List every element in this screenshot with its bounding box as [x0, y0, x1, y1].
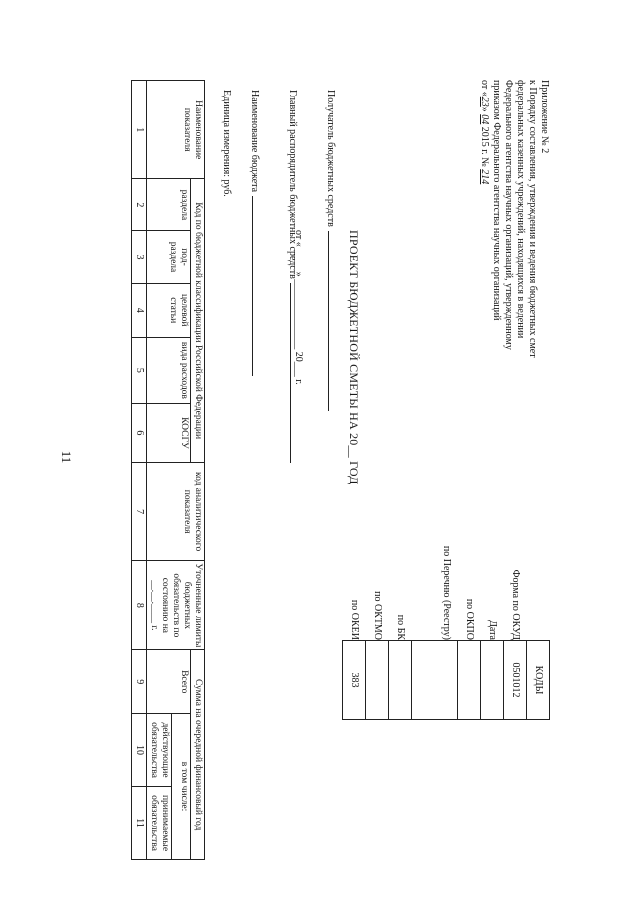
col-number: 2 [132, 179, 147, 231]
codes-label-okei: по ОКЕИ [349, 599, 360, 640]
codes-value-oktmo [366, 641, 389, 720]
col-number: 1 [132, 81, 147, 179]
codes-label-okud: Форма по ОКУД [510, 569, 521, 640]
field-main-manager: Главный распорядитель бюджетных средств [287, 90, 299, 463]
header-kosgu: КОСГУ [147, 403, 191, 462]
codes-header: КОДЫ [527, 641, 550, 720]
header-code-group: Код по бюджетной классификации Российской Федерации [191, 179, 205, 463]
codes-value-date [481, 641, 504, 720]
header-incl: в том числе: [172, 714, 191, 860]
document-title: ПРОЕКТ БЮДЖЕТНОЙ СМЕТЫ НА 20__ ГОД [347, 230, 361, 485]
appendix-line-1: Приложение № 2 [539, 80, 550, 154]
codes-value-bk [389, 641, 412, 720]
header-subsection: под-раздела [147, 231, 191, 283]
header-analytic: код аналитического показателя [147, 462, 205, 560]
col-number: 5 [132, 337, 147, 403]
appendix-line-2: к Порядку составления, утверждения и ведения бюджетных смет [527, 80, 538, 358]
appendix-date-line: от «23» 04 2015 г. № 214 [479, 80, 490, 185]
handwritten-day: 23 [479, 96, 490, 107]
col-number: 7 [132, 462, 147, 560]
col-number: 6 [132, 403, 147, 462]
field-budget-name: Наименование бюджета [249, 90, 261, 376]
col-number: 8 [132, 561, 147, 650]
header-limits: Уточненные лимиты бюджетных обязательств по состоянию на __.__.____ г. [147, 561, 205, 650]
header-sum-group: Сумма на очередной финансовый год [191, 650, 205, 860]
header-target: целевой статьи [147, 283, 191, 337]
codes-label-okpo: по ОКПО [464, 598, 475, 640]
document-sheet [80, 80, 550, 860]
appendix-line-4: Федерального агентства научных организаций, утвержденному [503, 80, 514, 350]
header-section: раздела [147, 179, 191, 231]
codes-value-okei: 383 [343, 641, 366, 720]
codes-value-okud: 0501012 [504, 641, 527, 720]
codes-label-date: Дата [487, 620, 498, 640]
col-number: 3 [132, 231, 147, 283]
field-recipient: Получатель бюджетных средств [325, 90, 337, 411]
codes-label-oktmo: по ОКТМО [372, 591, 383, 640]
col-number: 9 [132, 650, 147, 714]
header-current: действующие обязательства [147, 714, 172, 787]
header-total: Всего [147, 650, 191, 714]
handwritten-month: 04 [479, 114, 490, 125]
header-accepted: принимаемые обязательства [147, 787, 172, 860]
document-date-line: от « ____ » ______________ 20___ г. [293, 230, 304, 385]
col-number: 4 [132, 283, 147, 337]
codes-labels [343, 520, 550, 640]
page-number: 11 [59, 450, 74, 464]
appendix-line-3: федеральных казенных учреждений, находящихся в ведении [515, 80, 526, 339]
appendix-line-5: приказом Федерального агентства научных организаций [491, 80, 502, 321]
codes-label-registry: по Перечню (Реестру) [441, 545, 452, 640]
header-name: Наименование показателя [147, 81, 205, 179]
appendix-header [478, 80, 550, 480]
codes-value-registry [412, 641, 458, 720]
codes-label-bk: по БК [395, 614, 406, 640]
codes-value-okpo [458, 641, 481, 720]
handwritten-order-number: 214 [479, 169, 490, 185]
field-unit: Единица измерения: руб. [221, 90, 232, 197]
codes-table [342, 640, 550, 720]
header-expense: вида расходов [147, 337, 191, 403]
col-number: 11 [132, 787, 147, 860]
col-number: 10 [132, 714, 147, 787]
budget-table [131, 80, 205, 860]
